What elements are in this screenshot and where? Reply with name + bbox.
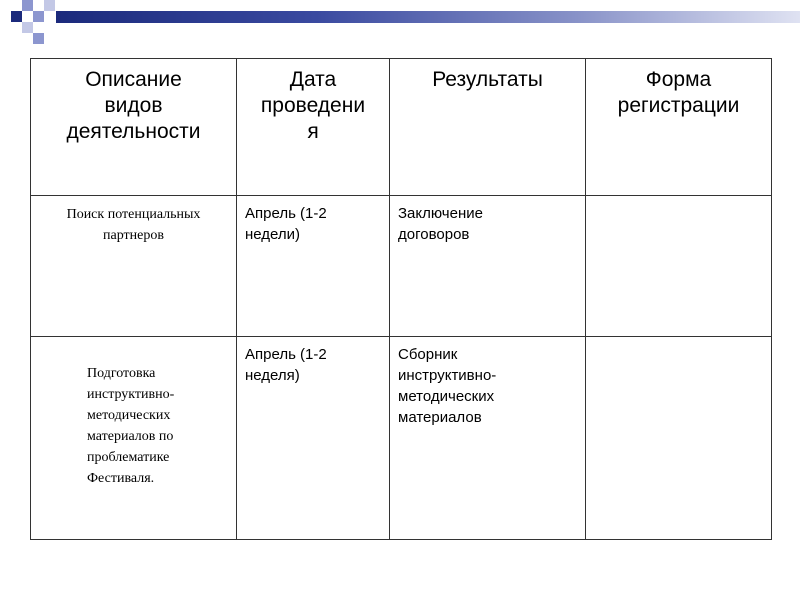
- header-activity-description: Описание видов деятельности: [31, 59, 237, 196]
- cell-result: Сборник инструктивно- методических материалов: [390, 337, 586, 540]
- decor-square: [33, 11, 44, 22]
- cell-date: Апрель (1-2 неделя): [237, 337, 390, 540]
- cell-date: Апрель (1-2 недели): [237, 196, 390, 337]
- decor-square: [33, 33, 44, 44]
- decor-square: [22, 22, 33, 33]
- cell-form: [586, 337, 772, 540]
- cell-activity: Подготовка инструктивно- методических материалов по проблематике Фестиваля.: [31, 337, 237, 540]
- decor-square: [44, 0, 55, 11]
- cell-form: [586, 196, 772, 337]
- table-row: [31, 337, 772, 540]
- header-decor-band: [56, 11, 800, 23]
- header-registration-form: Форма регистрации: [586, 59, 772, 196]
- decor-square: [22, 0, 33, 11]
- decor-square: [11, 11, 22, 22]
- cell-activity: Поиск потенциальных партнеров: [31, 196, 237, 337]
- table-row: [31, 196, 772, 337]
- header-results: Результаты: [390, 59, 586, 196]
- cell-result: Заключение договоров: [390, 196, 586, 337]
- header-date: Дата проведени я: [237, 59, 390, 196]
- table-header-row: [31, 59, 772, 196]
- activities-table: [30, 58, 772, 540]
